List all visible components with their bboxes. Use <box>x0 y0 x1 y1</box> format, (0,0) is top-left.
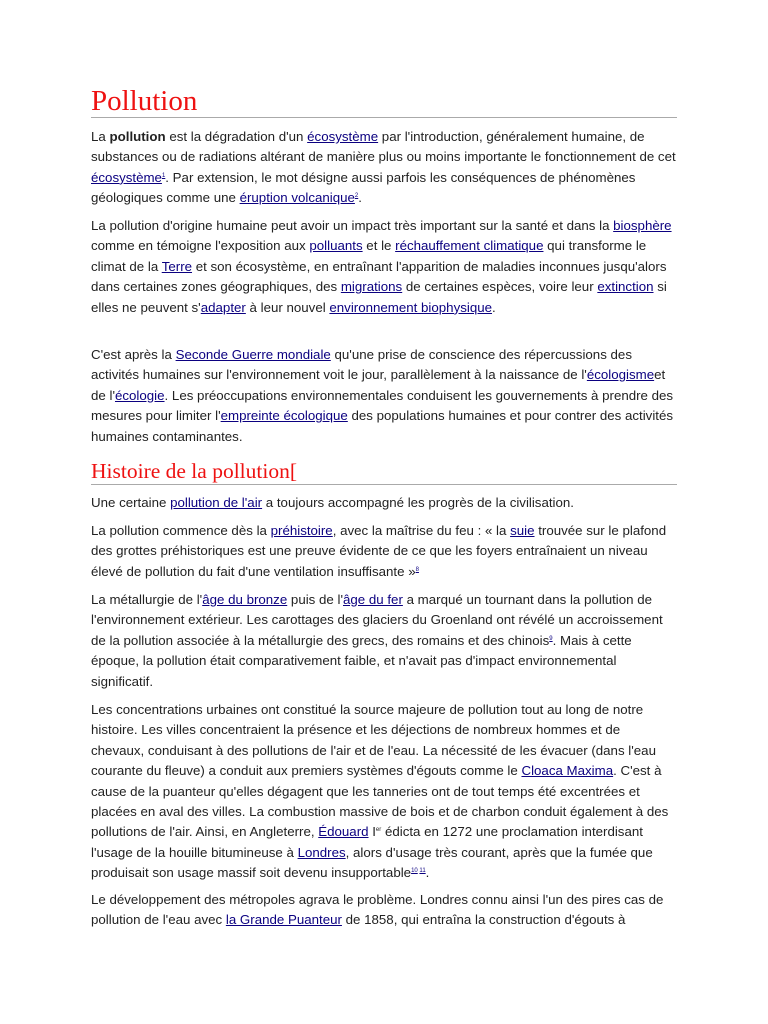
page-title: Pollution <box>91 85 198 117</box>
footnote-link[interactable]: 10 <box>411 868 418 875</box>
histoire-paragraph-4 <box>91 700 677 884</box>
intro-paragraph-1 <box>91 127 677 209</box>
text: édicta en 1272 une proclamation interdisant l'usage de la houille bitumineuse à <box>91 824 643 860</box>
text: qu'une prise de conscience des répercussions des activités humaines sur l'environnement voit le jour, parallèlement à la naissance de l' <box>91 347 632 383</box>
title-divider <box>91 117 677 118</box>
link-biosphere[interactable]: biosphère <box>613 218 672 233</box>
text: et le <box>362 238 396 254</box>
link-suie[interactable]: suie <box>510 523 535 538</box>
text: . Mais à cette époque, la pollution était comparativement faible, et n'avait pas d'impact environnemental significatif. <box>91 632 632 689</box>
text: à leur nouvel <box>245 299 330 315</box>
text: . <box>425 865 430 881</box>
link-edouard[interactable]: Édouard <box>318 824 369 840</box>
text: par l'introduction, généralement humaine, de substances ou de radiations altérant de manière plus ou moins importante le fonctionnement de cet <box>91 129 676 165</box>
link-rechauffement-climatique[interactable]: réchauffement climatique <box>395 238 544 254</box>
footnote-link[interactable]: 2 <box>354 193 359 200</box>
text: Les concentrations urbaines ont constitué la source majeure de pollution tout au long de notre histoire. Les villes concentraient la présence et les déjections de nombreux hommes et de chevaux, conduisant à des pollutions de l'air et de l'eau. La nécessité de les évacuer (dans l'eau courante du fleuve) a conduit aux premiers systèmes d'égouts comme le <box>91 702 656 779</box>
link-ecologisme[interactable]: écologisme <box>586 367 655 383</box>
text: puis de l' <box>287 592 343 607</box>
section-divider <box>91 484 677 485</box>
text: , avec la maîtrise du feu : « la <box>332 523 511 538</box>
text: I <box>368 824 376 840</box>
histoire-paragraph-3 <box>91 590 677 692</box>
footnote-link[interactable]: 11 <box>419 868 426 875</box>
link-environnement-biophysique[interactable]: environnement biophysique <box>329 299 493 315</box>
text: . <box>358 190 362 206</box>
text: . <box>492 299 496 315</box>
link-extinction[interactable]: extinction <box>597 279 654 295</box>
link-londres[interactable]: Londres <box>297 844 346 860</box>
text: . Par extension, le mot désigne aussi parfois les conséquences de phénomènes géologiques comme une <box>91 169 636 206</box>
text: a toujours accompagné les progrès de la civilisation. <box>262 495 574 510</box>
text: a marqué un tournant dans la pollution de l'environnement extérieur. Les carottages des glaciers du Groenland ont révélé un accroissement de la pollution associée à la métallurgie des grecs, des romains et des chinois <box>91 592 663 648</box>
text: des populations humaines et pour contrer des activités humaines contaminantes. <box>91 408 674 444</box>
text: C'est après la <box>91 347 176 362</box>
link-pollution-de-lair[interactable]: pollution de l'air <box>170 495 263 510</box>
histoire-paragraph-2 <box>91 521 677 582</box>
link-ecosysteme[interactable]: écosystème <box>307 129 379 144</box>
text: La pollution commence dès la <box>91 523 271 538</box>
link-prehistoire[interactable]: préhistoire <box>270 523 333 538</box>
text: qui transforme le climat de la <box>91 238 647 274</box>
footnote-ref <box>411 868 426 874</box>
text: trouvée sur le plafond des grottes préhistoriques est une preuve évidente de ce que les foyers entraînaient un niveau élevé de pollution du fait d'une ventilation insuffisante » <box>91 523 667 579</box>
text: et de l' <box>91 367 666 403</box>
link-ecologie[interactable]: écologie <box>114 387 165 403</box>
section-heading-histoire: Histoire de la pollution[ <box>91 459 298 483</box>
bold-term: pollution <box>109 129 166 144</box>
text: est la dégradation d'un <box>165 129 308 144</box>
text: La pollution d'origine humaine peut avoir un impact très important sur la santé et dans la <box>91 218 614 233</box>
link-migrations[interactable]: migrations <box>340 279 403 295</box>
text: Une certaine <box>91 495 171 510</box>
link-age-du-fer[interactable]: âge du fer <box>343 592 403 607</box>
footnote-link[interactable]: 9 <box>549 635 553 642</box>
text: et son écosystème, en entraînant l'apparition de maladies inconnues jusqu'alors dans certaines zones géographiques, des <box>91 258 667 295</box>
text: comme en témoigne l'exposition aux <box>91 238 310 254</box>
link-seconde-guerre-mondiale[interactable]: Seconde Guerre mondiale <box>175 347 331 362</box>
intro-paragraph-3 <box>91 345 677 447</box>
link-polluants[interactable]: polluants <box>309 238 363 254</box>
link-terre[interactable]: Terre <box>161 258 193 274</box>
text: de certaines espèces, voire leur <box>402 279 598 295</box>
histoire-paragraph-5 <box>91 890 677 931</box>
footnote-ref <box>416 567 419 573</box>
text: La métallurgie de l' <box>91 592 203 607</box>
link-empreinte-ecologique[interactable]: empreinte écologique <box>220 408 348 424</box>
text: Le développement des métropoles agrava le problème. Londres connu ainsi l'un des pires cas de pollution de l'eau avec <box>91 892 664 928</box>
text: . C'est à cause de la puanteur qu'elles dégagent que les tanneries ont de tout temps été excentrées et placées en aval des villes. La combustion massive de bois et de charbon conduit également à des pollutions de l'air. Ainsi, en Angleterre, <box>91 763 669 840</box>
link-ecosysteme-2[interactable]: écosystème <box>91 169 162 185</box>
text: La <box>91 129 110 144</box>
intro-paragraph-2 <box>91 216 677 318</box>
link-cloaca-maxima[interactable]: Cloaca Maxima <box>521 763 614 779</box>
link-la-grande-puanteur[interactable]: la Grande Puanteur <box>225 912 342 928</box>
link-age-du-bronze[interactable]: âge du bronze <box>202 592 288 607</box>
link-eruption-volcanique[interactable]: éruption volcanique <box>239 190 355 206</box>
text: , alors d'usage très courant, après que la fumée que produisait son usage massif soit devenu insupportable <box>91 844 653 881</box>
text: de 1858, qui entraîna la construction d'égouts à <box>341 912 626 928</box>
ordinal-superscript: er <box>375 827 382 834</box>
link-adapter[interactable]: adapter <box>200 299 246 315</box>
text: . Les préoccupations environnementales conduisent les gouvernements à prendre des mesures pour limiter l' <box>91 387 674 424</box>
footnote-link[interactable]: 8 <box>415 566 419 573</box>
footnote-link[interactable]: 1 <box>161 172 166 179</box>
text: si elles ne peuvent s' <box>91 279 667 315</box>
histoire-paragraph-1 <box>91 493 677 513</box>
